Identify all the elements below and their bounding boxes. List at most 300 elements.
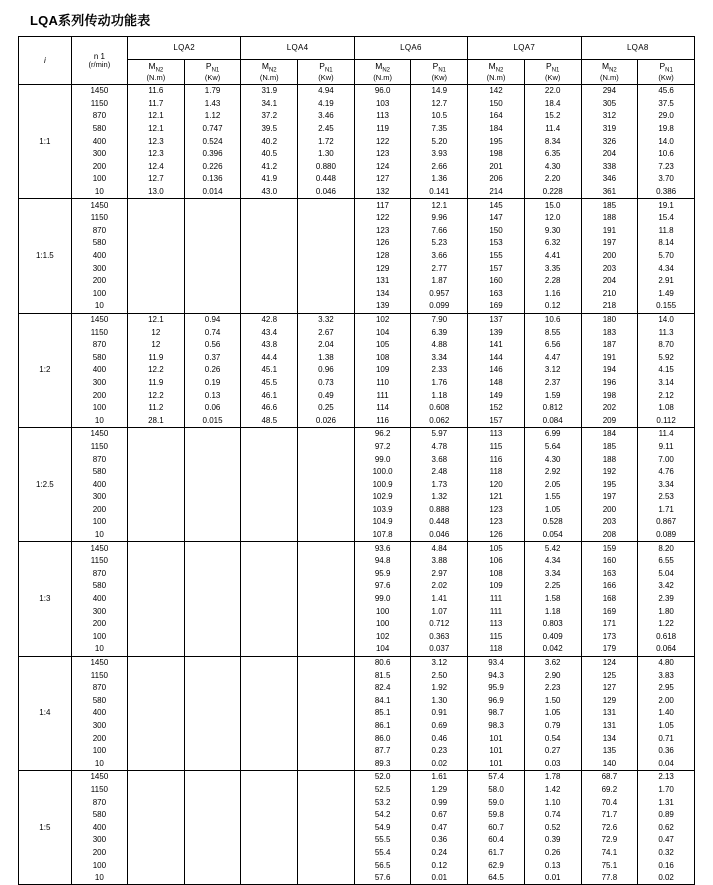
value-cell: 98.3	[468, 720, 525, 733]
value-cell	[184, 262, 241, 275]
value-cell: 5.64	[524, 441, 581, 454]
value-cell: 0.386	[638, 186, 695, 199]
value-cell: 113	[468, 618, 525, 631]
value-cell: 0.74	[524, 809, 581, 822]
value-cell: 0.54	[524, 732, 581, 745]
value-cell: 41.9	[241, 173, 298, 186]
value-cell: 191	[581, 225, 638, 238]
rpm-cell: 870	[71, 110, 127, 123]
value-cell: 203	[581, 516, 638, 529]
table-row	[19, 212, 695, 225]
rpm-cell: 1150	[71, 555, 127, 568]
value-cell: 52.0	[354, 771, 411, 784]
value-cell	[298, 859, 355, 872]
value-cell: 2.97	[411, 568, 468, 581]
table-row	[19, 441, 695, 454]
value-cell: 169	[581, 605, 638, 618]
value-cell: 0.06	[184, 402, 241, 415]
table-row	[19, 796, 695, 809]
value-cell	[241, 656, 298, 669]
value-cell: 4.47	[524, 351, 581, 364]
value-cell	[184, 516, 241, 529]
ratio-cell: 1:1	[19, 85, 72, 199]
header-rpm	[71, 37, 127, 85]
value-cell	[184, 250, 241, 263]
header-power-lqa7: $P_{N1}$ (Kw)	[524, 60, 581, 85]
value-cell: 1.79	[184, 85, 241, 98]
value-cell	[241, 809, 298, 822]
value-cell: 153	[468, 237, 525, 250]
value-cell: 111	[354, 389, 411, 402]
value-cell	[184, 809, 241, 822]
value-cell: 6.35	[524, 148, 581, 161]
value-cell: 1.61	[411, 771, 468, 784]
value-cell: 2.95	[638, 682, 695, 695]
value-cell: 118	[468, 466, 525, 479]
value-cell: 6.55	[638, 555, 695, 568]
value-cell: 0.046	[298, 186, 355, 199]
value-cell: 185	[581, 199, 638, 212]
value-cell: 55.4	[354, 847, 411, 860]
value-cell: 6.32	[524, 237, 581, 250]
value-cell: 58.0	[468, 784, 525, 797]
table-row	[19, 161, 695, 174]
value-cell: 104.9	[354, 516, 411, 529]
value-cell: 101	[468, 757, 525, 770]
value-cell	[184, 757, 241, 770]
value-cell: 11.2	[128, 402, 185, 415]
rpm-cell: 100	[71, 745, 127, 758]
value-cell	[241, 720, 298, 733]
value-cell	[241, 441, 298, 454]
value-cell: 187	[581, 339, 638, 352]
value-cell	[128, 707, 185, 720]
rpm-cell: 100	[71, 173, 127, 186]
value-cell: 111	[468, 593, 525, 606]
table-row	[19, 339, 695, 352]
value-cell: 2.12	[638, 389, 695, 402]
table-row	[19, 414, 695, 427]
value-cell	[184, 771, 241, 784]
value-cell	[241, 199, 298, 212]
value-cell: 89.3	[354, 757, 411, 770]
value-cell: 1.70	[638, 784, 695, 797]
value-cell: 100.9	[354, 478, 411, 491]
value-cell	[241, 555, 298, 568]
value-cell	[241, 212, 298, 225]
value-cell: 102	[354, 631, 411, 644]
value-cell	[184, 555, 241, 568]
value-cell: 101	[468, 732, 525, 745]
value-cell: 0.042	[524, 643, 581, 656]
value-cell: 0.064	[638, 643, 695, 656]
rpm-cell: 300	[71, 605, 127, 618]
table-row	[19, 732, 695, 745]
value-cell	[241, 250, 298, 263]
value-cell: 12.1	[411, 199, 468, 212]
rpm-cell: 580	[71, 351, 127, 364]
value-cell	[298, 529, 355, 542]
value-cell	[184, 466, 241, 479]
value-cell: 11.6	[128, 85, 185, 98]
value-cell	[128, 491, 185, 504]
value-cell	[128, 809, 185, 822]
value-cell: 0.089	[638, 529, 695, 542]
value-cell	[241, 834, 298, 847]
value-cell: 72.6	[581, 821, 638, 834]
value-cell: 15.0	[524, 199, 581, 212]
table-row	[19, 834, 695, 847]
rpm-cell: 580	[71, 237, 127, 250]
rpm-cell: 200	[71, 161, 127, 174]
value-cell: 198	[468, 148, 525, 161]
value-cell	[241, 516, 298, 529]
value-cell: 135	[581, 745, 638, 758]
value-cell: 0.608	[411, 402, 468, 415]
value-cell: 19.1	[638, 199, 695, 212]
value-cell: 5.20	[411, 135, 468, 148]
table-row	[19, 148, 695, 161]
rpm-cell: 10	[71, 643, 127, 656]
value-cell: 6.39	[411, 326, 468, 339]
value-cell: 2.02	[411, 580, 468, 593]
table-row	[19, 313, 695, 326]
value-cell: 125	[581, 669, 638, 682]
value-cell	[184, 237, 241, 250]
value-cell: 96.9	[468, 695, 525, 708]
value-cell: 94.3	[468, 669, 525, 682]
value-cell: 0.02	[411, 757, 468, 770]
value-cell: 122	[354, 212, 411, 225]
value-cell	[184, 796, 241, 809]
header-torque-lqa7: $M_{N2}$ (N.m)	[468, 60, 525, 85]
value-cell	[184, 784, 241, 797]
value-cell: 7.00	[638, 453, 695, 466]
table-row	[19, 859, 695, 872]
rpm-cell: 300	[71, 491, 127, 504]
table-row	[19, 428, 695, 441]
table-row	[19, 707, 695, 720]
value-cell: 0.014	[184, 186, 241, 199]
ratio-cell: 1:4	[19, 656, 72, 770]
rpm-cell: 870	[71, 225, 127, 238]
rpm-cell: 10	[71, 300, 127, 313]
value-cell: 0.13	[184, 389, 241, 402]
value-cell	[184, 453, 241, 466]
value-cell: 1.71	[638, 504, 695, 517]
value-cell: 0.12	[411, 859, 468, 872]
value-cell: 0.49	[298, 389, 355, 402]
value-cell: 4.34	[524, 555, 581, 568]
value-cell: 4.84	[411, 542, 468, 555]
value-cell	[128, 212, 185, 225]
value-cell: 0.62	[638, 821, 695, 834]
value-cell: 0.712	[411, 618, 468, 631]
value-cell	[128, 643, 185, 656]
value-cell: 107.8	[354, 529, 411, 542]
value-cell: 18.4	[524, 98, 581, 111]
value-cell: 0.888	[411, 504, 468, 517]
value-cell: 72.9	[581, 834, 638, 847]
value-cell: 45.6	[638, 85, 695, 98]
value-cell: 3.12	[524, 364, 581, 377]
value-cell	[128, 555, 185, 568]
value-cell: 12.7	[128, 173, 185, 186]
value-cell	[128, 669, 185, 682]
value-cell: 7.23	[638, 161, 695, 174]
value-cell	[184, 859, 241, 872]
table-row	[19, 847, 695, 860]
value-cell	[241, 618, 298, 631]
value-cell: 142	[468, 85, 525, 98]
value-cell: 1.38	[298, 351, 355, 364]
value-cell: 2.33	[411, 364, 468, 377]
rpm-cell: 580	[71, 123, 127, 136]
value-cell: 1.12	[184, 110, 241, 123]
value-cell: 12.4	[128, 161, 185, 174]
value-cell	[184, 669, 241, 682]
value-cell: 0.24	[411, 847, 468, 860]
value-cell	[128, 771, 185, 784]
value-cell: 10.5	[411, 110, 468, 123]
value-cell: 164	[468, 110, 525, 123]
value-cell: 102.9	[354, 491, 411, 504]
value-cell: 4.94	[298, 85, 355, 98]
value-cell: 8.34	[524, 135, 581, 148]
table-row	[19, 364, 695, 377]
value-cell	[298, 262, 355, 275]
value-cell	[298, 428, 355, 441]
rpm-cell: 1450	[71, 85, 127, 98]
value-cell: 97.6	[354, 580, 411, 593]
value-cell: 191	[581, 351, 638, 364]
value-cell: 28.1	[128, 414, 185, 427]
value-cell	[128, 859, 185, 872]
value-cell: 3.62	[524, 656, 581, 669]
value-cell	[128, 872, 185, 885]
value-cell	[298, 593, 355, 606]
value-cell: 1.32	[411, 491, 468, 504]
value-cell: 59.0	[468, 796, 525, 809]
value-cell: 7.90	[411, 313, 468, 326]
table-row	[19, 643, 695, 656]
value-cell: 121	[468, 491, 525, 504]
value-cell: 3.34	[638, 478, 695, 491]
value-cell: 1.05	[524, 504, 581, 517]
value-cell: 7.35	[411, 123, 468, 136]
value-cell: 37.5	[638, 98, 695, 111]
value-cell	[241, 771, 298, 784]
value-cell: 0.01	[411, 872, 468, 885]
value-cell	[241, 504, 298, 517]
value-cell	[298, 682, 355, 695]
value-cell: 0.39	[524, 834, 581, 847]
value-cell: 0.46	[411, 732, 468, 745]
value-cell: 4.19	[298, 98, 355, 111]
value-cell: 1.59	[524, 389, 581, 402]
value-cell: 4.34	[638, 262, 695, 275]
value-cell: 134	[581, 732, 638, 745]
value-cell: 0.226	[184, 161, 241, 174]
value-cell: 100	[354, 605, 411, 618]
value-cell	[184, 225, 241, 238]
value-cell: 2.04	[298, 339, 355, 352]
value-cell	[241, 682, 298, 695]
rpm-cell: 580	[71, 466, 127, 479]
rpm-cell: 580	[71, 580, 127, 593]
value-cell: 52.5	[354, 784, 411, 797]
value-cell: 12.1	[128, 313, 185, 326]
value-cell: 0.47	[638, 834, 695, 847]
value-cell	[298, 695, 355, 708]
value-cell	[298, 669, 355, 682]
value-cell: 0.112	[638, 414, 695, 427]
value-cell: 3.14	[638, 377, 695, 390]
value-cell: 119	[354, 123, 411, 136]
value-cell: 184	[581, 428, 638, 441]
value-cell: 6.99	[524, 428, 581, 441]
value-cell: 149	[468, 389, 525, 402]
value-cell: 14.0	[638, 313, 695, 326]
value-cell	[241, 821, 298, 834]
value-cell: 1.41	[411, 593, 468, 606]
value-cell: 0.524	[184, 135, 241, 148]
value-cell	[128, 695, 185, 708]
value-cell: 168	[581, 593, 638, 606]
table-row	[19, 377, 695, 390]
table-header	[19, 37, 695, 85]
value-cell: 3.34	[411, 351, 468, 364]
value-cell: 71.7	[581, 809, 638, 822]
rpm-cell: 1450	[71, 771, 127, 784]
value-cell: 0.046	[411, 529, 468, 542]
value-cell: 105	[468, 542, 525, 555]
value-cell: 1.50	[524, 695, 581, 708]
value-cell: 5.92	[638, 351, 695, 364]
value-cell: 11.8	[638, 225, 695, 238]
rpm-cell: 870	[71, 796, 127, 809]
rpm-cell: 400	[71, 707, 127, 720]
value-cell: 98.7	[468, 707, 525, 720]
table-row	[19, 478, 695, 491]
value-cell: 188	[581, 453, 638, 466]
value-cell: 104	[354, 643, 411, 656]
rpm-cell: 200	[71, 275, 127, 288]
value-cell	[128, 605, 185, 618]
value-cell	[298, 466, 355, 479]
value-cell	[128, 568, 185, 581]
value-cell: 3.88	[411, 555, 468, 568]
value-cell: 139	[468, 326, 525, 339]
table-row	[19, 262, 695, 275]
value-cell: 2.67	[298, 326, 355, 339]
value-cell	[128, 796, 185, 809]
value-cell: 155	[468, 250, 525, 263]
value-cell	[184, 605, 241, 618]
value-cell	[241, 580, 298, 593]
value-cell: 103	[354, 98, 411, 111]
value-cell	[241, 669, 298, 682]
value-cell: 3.93	[411, 148, 468, 161]
value-cell: 115	[468, 631, 525, 644]
value-cell: 0.52	[524, 821, 581, 834]
value-cell: 93.6	[354, 542, 411, 555]
value-cell	[298, 720, 355, 733]
table-row	[19, 631, 695, 644]
value-cell: 2.20	[524, 173, 581, 186]
rpm-cell: 1450	[71, 656, 127, 669]
table-row	[19, 809, 695, 822]
ratio-cell: 1:1.5	[19, 199, 72, 313]
value-cell	[241, 631, 298, 644]
value-cell: 40.2	[241, 135, 298, 148]
value-cell: 102	[354, 313, 411, 326]
value-cell: 1.92	[411, 682, 468, 695]
value-cell	[184, 491, 241, 504]
value-cell: 0.396	[184, 148, 241, 161]
value-cell: 163	[468, 288, 525, 301]
value-cell: 80.6	[354, 656, 411, 669]
rpm-cell: 100	[71, 288, 127, 301]
value-cell: 94.8	[354, 555, 411, 568]
value-cell: 0.448	[411, 516, 468, 529]
value-cell: 42.8	[241, 313, 298, 326]
value-cell	[128, 593, 185, 606]
rpm-cell: 870	[71, 568, 127, 581]
value-cell: 22.0	[524, 85, 581, 98]
value-cell	[298, 504, 355, 517]
value-cell	[298, 453, 355, 466]
value-cell: 1.58	[524, 593, 581, 606]
value-cell: 123	[354, 148, 411, 161]
value-cell: 305	[581, 98, 638, 111]
value-cell	[128, 656, 185, 669]
value-cell: 1.78	[524, 771, 581, 784]
value-cell: 160	[581, 555, 638, 568]
value-cell: 87.7	[354, 745, 411, 758]
value-cell: 1.80	[638, 605, 695, 618]
value-cell	[184, 707, 241, 720]
value-cell: 108	[468, 568, 525, 581]
value-cell: 45.1	[241, 364, 298, 377]
value-cell	[184, 275, 241, 288]
value-cell: 60.4	[468, 834, 525, 847]
rpm-cell: 580	[71, 809, 127, 822]
value-cell: 4.76	[638, 466, 695, 479]
value-cell	[184, 212, 241, 225]
header-power-lqa8: $P_{N1}$ (Kw)	[638, 60, 695, 85]
value-cell: 60.7	[468, 821, 525, 834]
value-cell	[128, 834, 185, 847]
value-cell	[241, 695, 298, 708]
value-cell	[241, 847, 298, 860]
rpm-cell: 400	[71, 250, 127, 263]
value-cell: 1.10	[524, 796, 581, 809]
value-cell: 5.04	[638, 568, 695, 581]
value-cell: 131	[581, 720, 638, 733]
rpm-cell: 1450	[71, 199, 127, 212]
value-cell: 57.6	[354, 872, 411, 885]
value-cell: 6.56	[524, 339, 581, 352]
rpm-cell: 300	[71, 834, 127, 847]
value-cell	[184, 682, 241, 695]
value-cell: 0.136	[184, 173, 241, 186]
value-cell	[184, 745, 241, 758]
value-cell: 1.07	[411, 605, 468, 618]
transmission-table	[18, 36, 695, 885]
rpm-cell: 300	[71, 377, 127, 390]
value-cell	[128, 478, 185, 491]
